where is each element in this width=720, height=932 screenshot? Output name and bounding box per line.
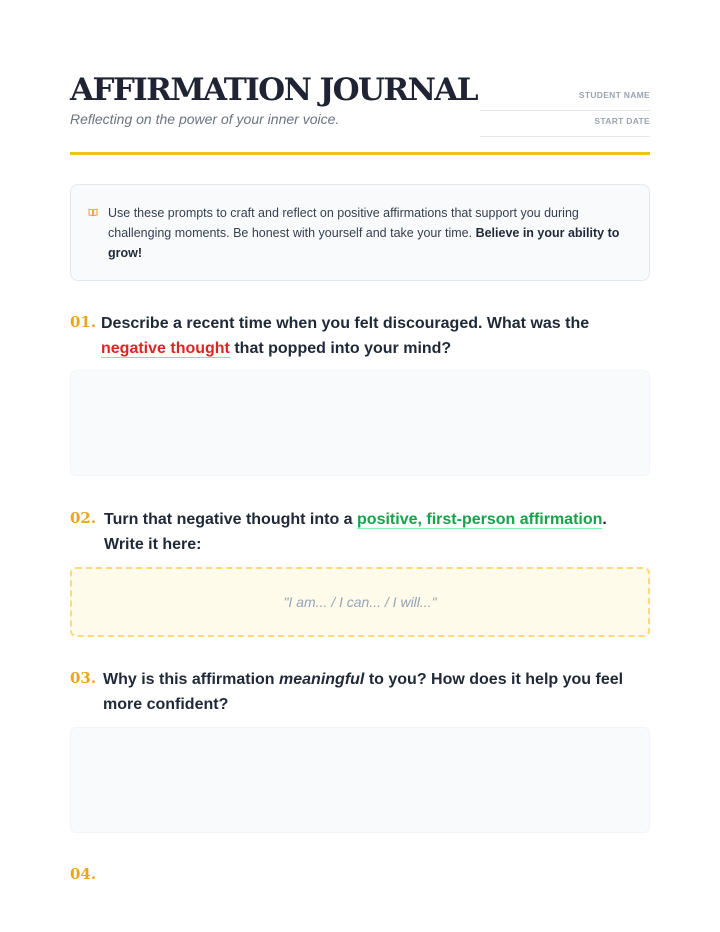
- question-text-part: Why is this affirmation: [103, 671, 275, 688]
- intro-note: [70, 184, 650, 281]
- answer-box-3[interactable]: [70, 727, 650, 833]
- question-text-part: Describe a recent time when you felt discouraged. What was the: [101, 315, 590, 332]
- question-number: 01.: [70, 313, 97, 331]
- header-divider: [70, 152, 650, 155]
- question-number: 02.: [70, 509, 97, 527]
- intro-text: [108, 203, 623, 263]
- question-text: [70, 507, 650, 557]
- question-text: [70, 311, 650, 361]
- answer-box-1[interactable]: [70, 370, 650, 476]
- info-fields: [480, 88, 650, 140]
- page-subtitle: Reflecting on the power of your inner voice.: [70, 111, 340, 127]
- question-number: 04.: [70, 865, 97, 883]
- question-text-part: . Write it here:: [104, 511, 607, 553]
- intro-body: Use these prompts to craft and reflect on positive affirmations that support you during challenging moments. Be honest with yourself and take your time.: [108, 206, 579, 240]
- question-1: [70, 311, 650, 361]
- question-number: 03.: [70, 669, 97, 687]
- affirmation-placeholder: "I am... / I can... / I will...": [283, 594, 437, 610]
- question-text-part: that popped into your mind?: [234, 340, 452, 357]
- header: [70, 70, 650, 127]
- affirmation-input[interactable]: [70, 567, 650, 637]
- page-title: AFFIRMATION JOURNAL: [70, 72, 477, 108]
- intro-emphasis: Believe in your ability to grow!: [108, 226, 620, 260]
- start-date-label: START DATE: [594, 116, 650, 126]
- highlight-negative-thought: negative thought: [101, 340, 230, 357]
- student-name-label: STUDENT NAME: [578, 90, 650, 100]
- question-text-part: Turn that negative thought into a: [104, 511, 353, 528]
- student-name-field[interactable]: [480, 88, 650, 111]
- start-date-field[interactable]: [480, 114, 650, 137]
- book-icon: [88, 207, 98, 217]
- emphasis-meaningful: meaningful: [279, 671, 365, 688]
- question-text: [70, 667, 650, 717]
- highlight-positive-affirmation: positive, first-person affirmation: [357, 511, 603, 528]
- question-text-part: to you? How does it help you feel more confident?: [103, 671, 624, 713]
- question-2: [70, 507, 650, 557]
- question-3: [70, 667, 650, 717]
